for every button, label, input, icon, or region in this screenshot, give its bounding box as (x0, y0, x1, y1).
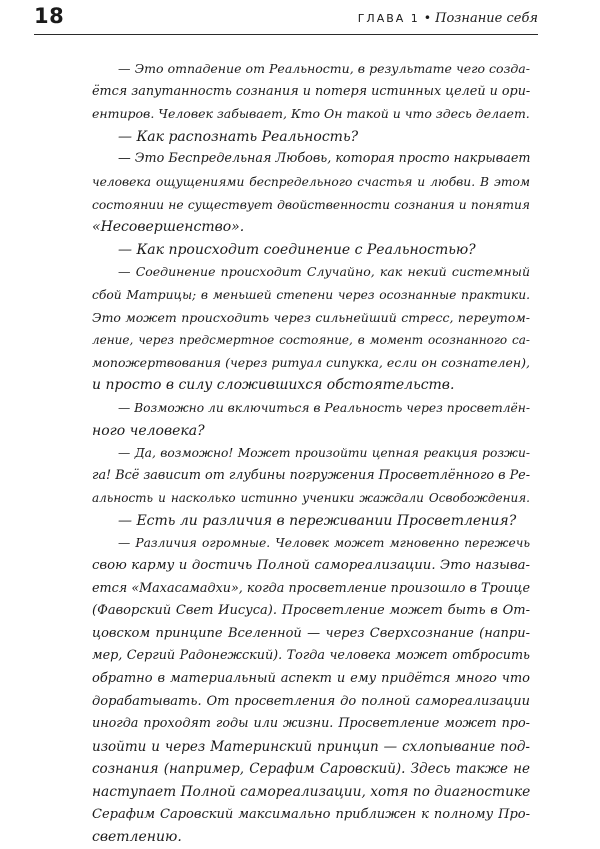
text-line: — Это отпадение от Реальности, в результате чего созда- (118, 61, 530, 76)
chapter-label: ГЛАВА 1 (357, 12, 420, 25)
text-line: и просто в силу сложившихся обстоятельств. (92, 377, 455, 394)
running-head (358, 10, 538, 26)
text-line: га! Всё зависит от глубины погружения Просветлённого в Ре- (92, 467, 530, 483)
text-line: сознания (например, Серафим Саровский). Здесь также не (92, 761, 530, 778)
header-rule (34, 34, 538, 35)
text-line: мопожертвования (через ритуал сипукка, если он сознателен), (92, 354, 530, 370)
text-line: — Как распознать Реальность? (118, 128, 359, 145)
text-line: — Различия огромные. Человек может мгновенно пережечь (118, 536, 530, 551)
text-line: — Есть ли различия в переживании Просветления? (118, 512, 517, 529)
text-line: мер, Сергий Радонежский). Тогда человека может отбросить (92, 648, 530, 664)
text-line: обратно в материальный аспект и ему придётся много что (92, 671, 530, 687)
text-line: — Соединение происходит Случайно, как некий системный (118, 264, 530, 280)
text-line: дорабатывать. От просветления до полной самореализации (92, 693, 530, 709)
text-line: Серафим Саровский максимально приближен к полному Про- (92, 806, 530, 822)
text-line: — Это Беспредельная Любовь, которая просто накрывает (118, 151, 530, 167)
text-line: сбой Матрицы; в меньшей степени через осознанные практики. (92, 287, 530, 302)
text-line: изойти и через Материнский принцип — схлопывание под- (92, 738, 530, 755)
text-line: ётся запутанность сознания и потеря истинных целей и ори- (92, 83, 530, 99)
text-line: человека ощущениями беспредельного счастья и любви. В этом (92, 174, 530, 189)
text-line: Это может происходить через сильнейший стресс, переутом- (92, 309, 530, 325)
text-line: ление, через предсмертное состояние, в момент осознанного са- (92, 333, 530, 348)
text-line: «Несовершенство». (92, 219, 245, 236)
section-title: Познание себя (435, 11, 538, 26)
text-line: светлению. (92, 829, 182, 846)
text-line: наступает Полной самореализации, хотя по диагностике (92, 784, 530, 800)
text-line: — Возможно ли включиться в Реальность через просветлён- (118, 400, 530, 415)
body-text (92, 58, 530, 849)
text-line: ется «Махасамадхи», когда просветление произошло в Троице (92, 580, 530, 596)
text-line: — Как происходит соединение с Реальностью? (118, 241, 476, 258)
text-line: ного человека? (92, 422, 205, 439)
text-line: состоянии не существует двойственности сознания и понятия (92, 197, 530, 212)
header-separator: • (423, 10, 432, 25)
text-line: цовском принципе Вселенной — через Сверхсознание (напри- (92, 625, 530, 641)
page-number: 18 (34, 4, 65, 28)
text-line: свою карму и достичь Полной самореализации. Это называ- (92, 558, 530, 574)
text-line: (Фаворский Свет Иисуса). Просветление может быть в От- (92, 603, 530, 619)
text-line: альность и насколько истинно ученики жаждали Освобождения. (92, 491, 530, 506)
text-line: иногда проходят годы или жизни. Просветление может про- (92, 716, 530, 732)
text-line: — Да, возможно! Может произойти цепная реакция розжи- (118, 446, 530, 461)
text-line: ентиров. Человек забывает, Кто Он такой и что здесь делает. (92, 106, 530, 122)
